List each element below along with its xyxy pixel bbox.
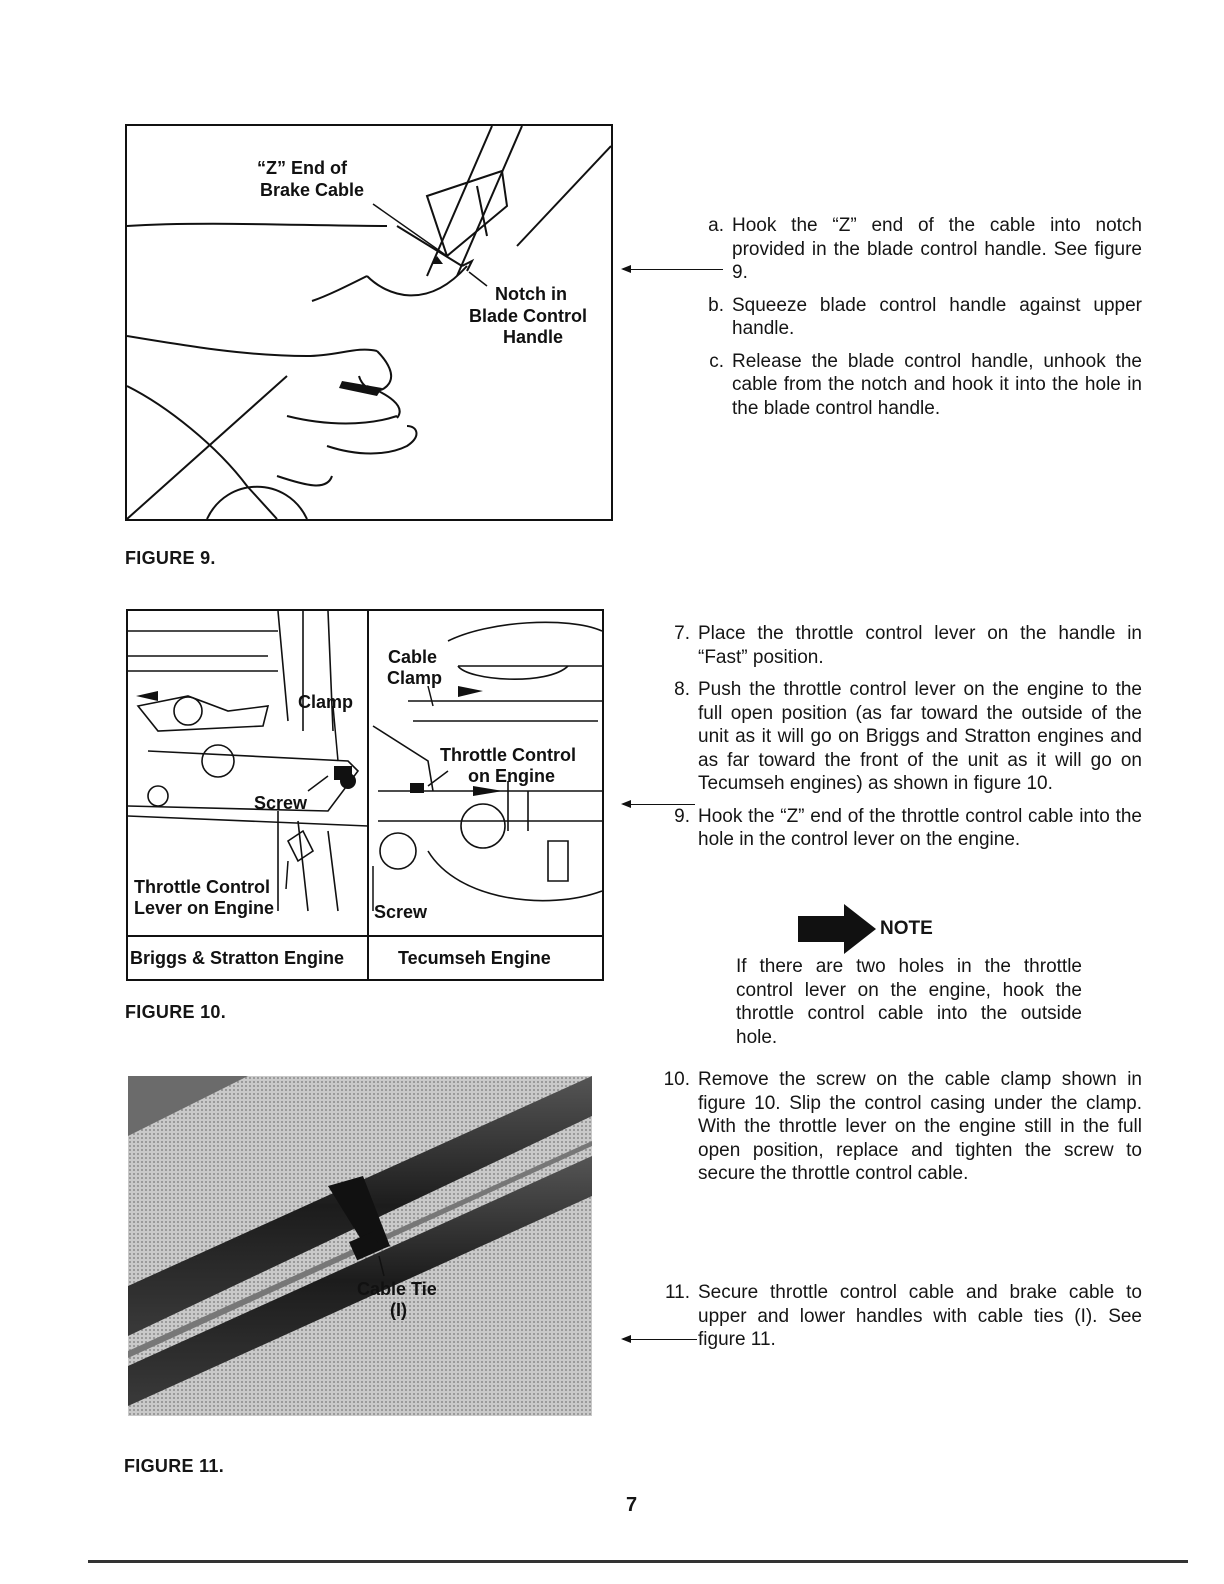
fig9-label-z-end-1: “Z” End of (257, 158, 347, 178)
figure-10-illustration (126, 609, 604, 981)
note-arrow-icon (798, 904, 878, 954)
pointer-arrow-fig11 (623, 1339, 697, 1340)
figure-9-illustration (125, 124, 613, 521)
fig10-label-throttle-engine-2: on Engine (468, 766, 555, 786)
step-11-marker: 11. (664, 1282, 690, 1303)
step-b-text: Squeeze blade control handle against upper handle. (732, 294, 1142, 339)
fig9-label-notch-2: Blade Control (469, 306, 588, 326)
fig10-label-screw-right: Screw (374, 902, 428, 922)
fig9-label-notch-3: Handle (503, 327, 564, 347)
figure-11-caption: FIGURE 11. (124, 1456, 225, 1476)
figure-9-drawing (127, 126, 611, 519)
fig9-label-z-end-2: Brake Cable (260, 180, 365, 200)
step-10-text: Remove the screw on the cable clamp shown in figure 10. Slip the control casing under the clamp. With the throttle lever on the engine still in the full open position, replace and tighten the screw to secure the throttle control cable. (698, 1069, 1142, 1184)
step-7 (656, 622, 1142, 669)
fig10-panel-left-label: Briggs & Stratton Engine (130, 948, 345, 968)
fig11-label-cable-tie-2: (I) (390, 1300, 407, 1320)
note-header (798, 904, 933, 954)
figure-9-caption: FIGURE 9. (125, 548, 216, 568)
step-8 (656, 678, 1142, 796)
step-a-text: Hook the “Z” end of the cable into notch provided in the blade control handle. See figure 9. (732, 215, 1142, 283)
steps-a-c-list (696, 214, 1142, 429)
fig10-label-lever-1: Throttle Control (134, 877, 270, 897)
steps-7-9-list (656, 622, 1142, 861)
figure-10-drawing (128, 611, 602, 979)
step-a-marker: a. (708, 215, 724, 236)
figure-10-caption: FIGURE 10. (125, 1002, 227, 1022)
note-label: NOTE (880, 918, 933, 939)
fig10-label-cable-clamp-2: Clamp (387, 668, 443, 688)
note-text: If there are two holes in the throttle control lever on the engine, hook the throttle control cable into the outside hole. (736, 956, 1082, 1048)
step-10 (656, 1068, 1142, 1186)
step-11-text: Secure throttle control cable and brake cable to upper and lower handles with cable ties (I). See figure 11. (698, 1282, 1142, 1350)
step-9 (656, 805, 1142, 852)
fig10-label-clamp: Clamp (298, 692, 354, 712)
fig10-label-throttle-engine-1: Throttle Control (440, 745, 576, 765)
step-9-marker: 9. (674, 805, 690, 827)
step-7-marker: 7. (674, 623, 690, 644)
figure-11-photo (128, 1076, 592, 1416)
step-c (696, 350, 1142, 421)
fig10-label-cable-clamp-1: Cable (388, 647, 438, 667)
step-10-block (656, 1068, 1142, 1195)
step-a (696, 214, 1142, 285)
figure-11-drawing (128, 1076, 592, 1416)
step-c-marker: c. (709, 350, 724, 372)
fig11-label-cable-tie-1: Cable Tie (357, 1279, 437, 1299)
step-9-text: Hook the “Z” end of the throttle control cable into the hole in the control lever on the engine. (698, 805, 1142, 850)
step-b-marker: b. (708, 294, 724, 316)
step-11 (656, 1281, 1142, 1352)
fig10-label-screw-left: Screw (254, 793, 308, 813)
fig10-label-lever-2: Lever on Engine (134, 898, 275, 918)
step-8-text: Push the throttle control lever on the engine to the full open position (as far toward the outside of the unit as it will go on Briggs and Stratton engines and as far toward the front of the unit as it will go on Tecumseh engines) as shown in figure 10. (698, 679, 1142, 794)
fig10-panel-right-label: Tecumseh Engine (398, 948, 551, 968)
step-11-block (656, 1281, 1142, 1361)
step-8-marker: 8. (674, 679, 690, 700)
step-c-text: Release the blade control handle, unhook the cable from the notch and hook it into the hole in the blade control handle. (732, 350, 1142, 419)
fig9-label-notch-1: Notch in (495, 284, 567, 304)
bottom-rule (88, 1560, 1188, 1563)
step-b (696, 294, 1142, 341)
step-10-marker: 10. (663, 1069, 690, 1090)
page-number: 7 (626, 1494, 638, 1516)
step-7-text: Place the throttle control lever on the handle in “Fast” position. (698, 623, 1142, 668)
